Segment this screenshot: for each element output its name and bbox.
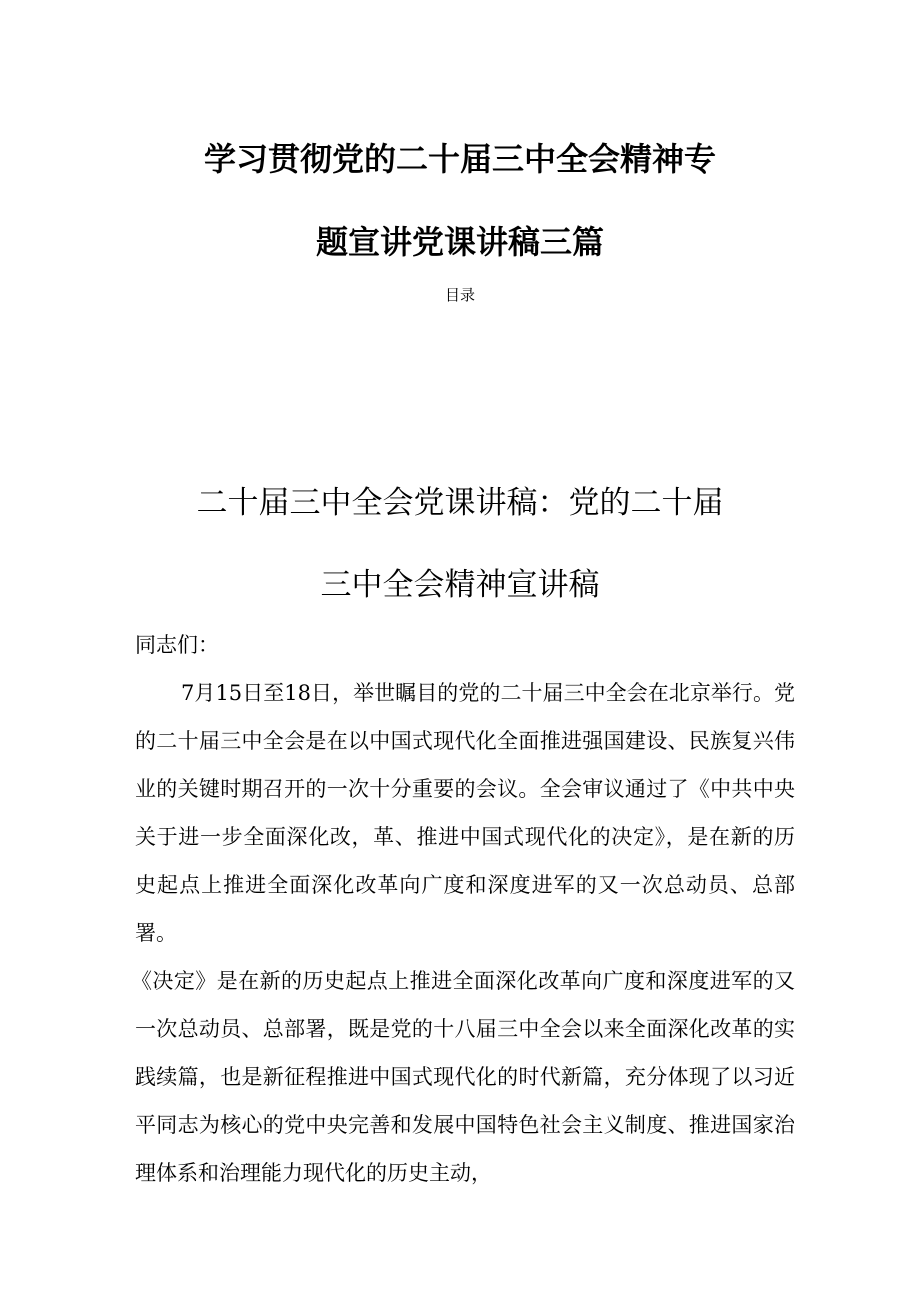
table-of-contents-label: 目录 [444,286,475,304]
document-title-line-2: 题宣讲党课讲稿三篇 [315,223,604,261]
body-paragraph-2: 《决定》是在新的历史起点上推进全面深化改革向广度和深度进军的又一次总动员、总部署，既是党的十八届三中全会以来全面深化改革的实践续篇，也是新征程推进中国式现代化的时代新篇，充分体现了以习近平同志为核心的党中央完善和发展中国特色社会主义制度、推进国家治理体系和治理能力现代化的历史主动， [131,969,795,1185]
section-title-line-2: 三中全会精神宣讲稿 [320,567,600,603]
body-paragraph-1: 7月15日至18日，举世瞩目的党的二十届三中全会在北京举行。党的二十届三中全会是在以中国式现代化全面推进强国建设、民族复兴伟业的关键时期召开的一次十分重要的会议。全会审议通过了《中共中央关于进一步全面深化改，革、推进中国式现代化的决定》，是在新的历史起点上推进全面深化改革向广度和深度进军的又一次总动员、总部署。 [135,681,795,945]
document-title-line-1: 学习贯彻党的二十届三中全会精神专 [203,140,716,178]
greeting: 同志们： [135,633,219,657]
section-title-line-1: 二十届三中全会党课讲稿：党的二十届 [196,485,724,521]
